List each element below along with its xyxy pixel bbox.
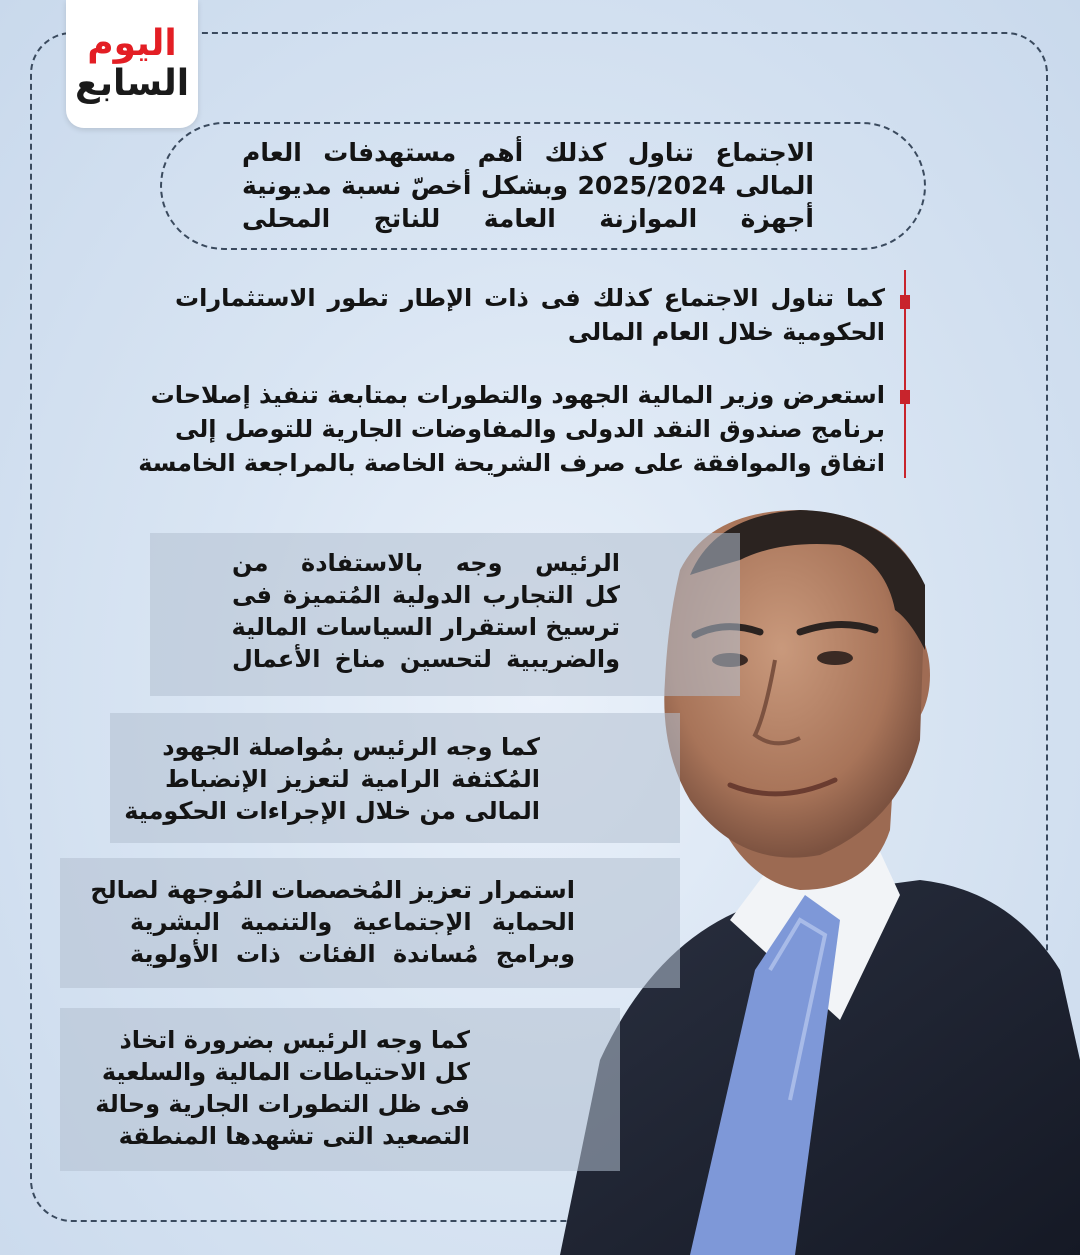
highlight-line: أجهزة الموازنة العامة للناتج المحلى — [242, 204, 814, 233]
brand-logo[interactable] — [66, 0, 198, 128]
highlight-line: الاجتماع تناول كذلك أهم مستهدفات العام — [242, 138, 814, 167]
bullet-line: برنامج صندوق النقد الدولى والمفاوضات الجارية للتوصل إلى — [175, 415, 885, 443]
card-line: المالى من خلال الإجراءات الحكومية — [124, 797, 540, 825]
card-line: الحماية الإجتماعية والتنمية البشرية — [130, 908, 575, 936]
bullet-line: الحكومية خلال العام المالى — [567, 318, 885, 346]
card-line: وبرامج مُساندة الفئات ذات الأولوية — [130, 940, 575, 968]
info-card — [60, 1008, 620, 1171]
card-line: ترسيخ استقرار السياسات المالية — [231, 613, 620, 641]
card-line: الرئيس وجه بالاستفادة من — [232, 549, 620, 577]
card-line: كل التجارب الدولية المُتميزة فى — [232, 581, 620, 609]
highlight-pill — [160, 122, 926, 250]
card-line: والضريبية لتحسين مناخ الأعمال — [232, 645, 620, 673]
highlight-line: المالى 2025/2024 وبشكل أخصّ نسبة مديونية — [242, 171, 814, 200]
logo-line-1: اليوم — [87, 23, 177, 64]
bullet-line: اتفاق والموافقة على صرف الشريحة الخاصة بالمراجعة الخامسة — [138, 449, 885, 477]
info-card — [60, 858, 680, 988]
logo-line-2: السابع — [74, 63, 190, 104]
info-card — [110, 713, 680, 843]
bullet-item — [138, 378, 915, 480]
card-line: كما وجه الرئيس بمُواصلة الجهود — [162, 733, 540, 761]
card-line: المُكثفة الرامية لتعزيز الإنضباط — [165, 765, 540, 793]
info-card — [150, 533, 740, 696]
card-line: استمرار تعزيز المُخصصات المُوجهة لصالح — [90, 876, 575, 904]
bullet-line: استعرض وزير المالية الجهود والتطورات بمتابعة تنفيذ إصلاحات — [150, 381, 885, 409]
bullet-item — [175, 281, 915, 349]
card-line: كما وجه الرئيس بضرورة اتخاذ — [119, 1026, 470, 1054]
bullet-line: كما تناول الاجتماع كذلك فى ذات الإطار تطور الاستثمارات — [175, 284, 885, 312]
card-line: فى ظل التطورات الجارية وحالة — [95, 1090, 470, 1118]
card-line: التصعيد التى تشهدها المنطقة — [118, 1122, 470, 1150]
card-line: كل الاحتياطات المالية والسلعية — [101, 1058, 470, 1086]
